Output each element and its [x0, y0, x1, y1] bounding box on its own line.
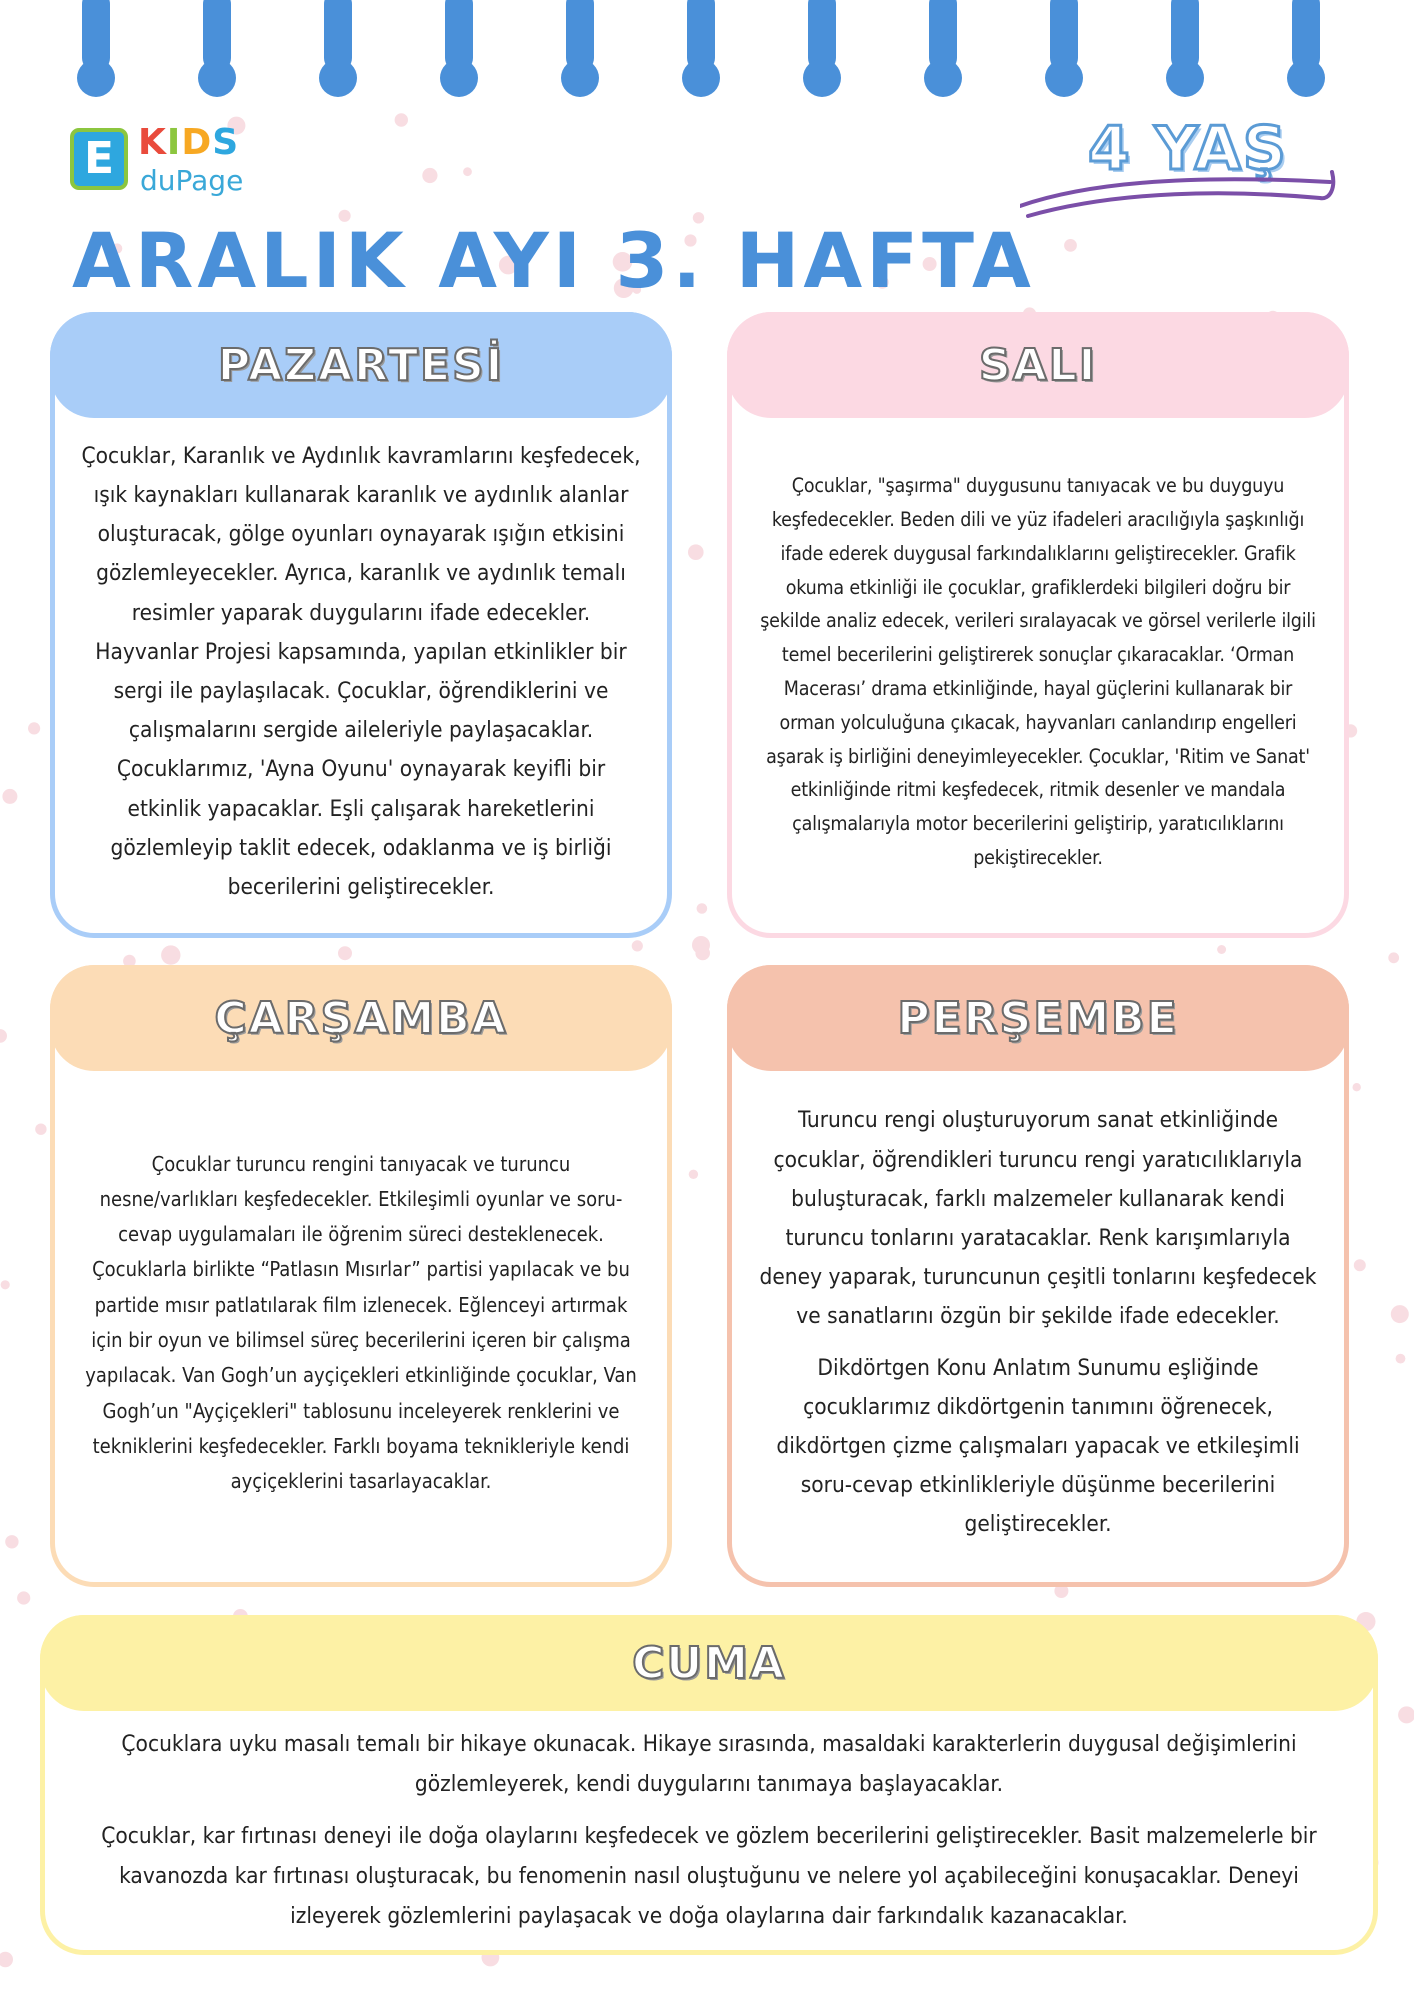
day-card-body [81, 421, 641, 923]
day-paragraph: Turuncu rengi oluşturuyorum sanat etkinliğinde çocuklar, öğrendikleri turuncu rengi yaratıcılıklarıyla buluşturacak, farklı malzemeler kullanarak kendi turuncu tonlarını yaratacaklar. Renk karışımlarıyla deney yaparak, turuncunun çeşitli tonlarını keşfedecek ve sanatlarını özgün bir şekilde ifade edecekler. [759, 1107, 1317, 1330]
day-card-wednesday [50, 965, 672, 1587]
background-dot [422, 168, 437, 183]
spiral-hole [1045, 59, 1083, 97]
day-card-tuesday [727, 312, 1349, 938]
spiral-binding [0, 0, 1414, 110]
day-title-thursday: PERŞEMBE [897, 992, 1179, 1044]
logo-kids-letter: I [166, 122, 182, 163]
background-dot [1354, 1259, 1366, 1271]
background-dot [463, 167, 472, 176]
background-dot [0, 1029, 7, 1043]
spiral-hole [440, 59, 478, 97]
spiral-hole [319, 59, 357, 97]
day-card-header [50, 965, 672, 1071]
logo-kids-letter: S [212, 122, 240, 163]
day-card-header [50, 312, 672, 418]
background-dot [395, 113, 408, 126]
page-title: ARALIK AYI 3. HAFTA [72, 216, 1035, 305]
day-card-header [727, 312, 1349, 418]
background-dot [17, 1591, 30, 1604]
spiral-hole [1166, 59, 1204, 97]
day-paragraph: Çocuklar, "şaşırma" duygusunu tanıyacak ve bu duyguyu keşfedecekler. Beden dili ve yüz ifadeleri aracılığıyla şaşkınlığı ifade ederek duygusal farkındalıklarını geliştirecekler. Grafik okuma etkinliği ile çocuklar, grafiklerdeki bilgileri doğru bir şekilde analiz edecek, verileri sıralayacak ve görsel verilerle ilgili temel becerilerini geliştirerek sonuçlar çıkaracaklar. ‘Orman Macerası’ drama etkinliğinde, hayal güçlerini kullanarak bir orman yolculuğuna çıkacak, hayvanları canlandırıp engelleri aşarak iş birliğini deneyimleyecekler. Çocuklar, 'Ritim ve Sanat' etkinliğinde ritmi keşfedecek, ritmik desenler ve mandala çalışmalarıyla motor becerilerini geliştirip, yaratıcılıklarını pekiştirecekler. [760, 474, 1316, 869]
spiral-hole [1287, 59, 1325, 97]
day-card-header [727, 965, 1349, 1071]
background-dot [5, 1535, 18, 1548]
day-paragraph: Dikdörtgen Konu Anlatım Sunumu eşliğinde çocuklarımız dikdörtgenin tanımını öğrenecek, dikdörtgen çizme çalışmaları yapacak ve etkileşimli soru-cevap etkinlikleriyle düşünme becerilerini geliştirecekler. [776, 1354, 1300, 1538]
background-dot [695, 946, 710, 961]
background-dot [1391, 1305, 1409, 1323]
spiral-hole [561, 59, 599, 97]
background-dot [632, 940, 643, 951]
background-dot [0, 1952, 13, 1967]
day-title-monday: PAZARTESİ [217, 339, 505, 391]
age-badge: 4 YAŞ [1088, 114, 1288, 184]
background-dot [1396, 1354, 1406, 1364]
background-dot [1388, 952, 1399, 963]
swoosh-underline-icon [1020, 168, 1340, 228]
day-title-tuesday: SALI [978, 339, 1098, 391]
spiral-hole [803, 59, 841, 97]
logo-kids-letter: D [181, 122, 213, 163]
spiral-hole [924, 59, 962, 97]
logo-e-mark: E [70, 128, 128, 190]
background-dot [1217, 945, 1226, 954]
background-dot [338, 946, 352, 960]
day-card-body [75, 1720, 1343, 1940]
day-paragraph: Çocuklar, kar fırtınası deneyi ile doğa olaylarını keşfedecek ve gözlem becerilerini geliştirecekler. Basit malzemelerle bir kavanozda kar fırtınası oluşturacak, bu fenomenin nasıl oluştuğunu ve nelere yol açabileceğini konuşacaklar. Deneyi izleyerek gözlemlerini paylaşacak ve doğa olaylarına dair farkındalık kazanacaklar. [101, 1823, 1317, 1929]
spiral-hole [198, 59, 236, 97]
day-card-friday [40, 1615, 1378, 1955]
day-title-friday: CUMA [632, 1637, 786, 1689]
day-card-body [758, 1074, 1318, 1572]
background-dot [1, 1280, 10, 1289]
background-dot [35, 1124, 46, 1135]
background-dot [28, 722, 40, 734]
day-card-header [40, 1615, 1378, 1711]
day-card-body [81, 1074, 641, 1572]
background-dot [1064, 239, 1077, 252]
day-paragraph: Çocuklar, Karanlık ve Aydınlık kavramlarını keşfedecek, ışık kaynakları kullanarak karanlık ve aydınlık alanlar oluşturacak, gölge oyunları oynayarak ışığın etkisini gözlemleyecekler. Ayrıca, karanlık ve aydınlık temalı resimler yaparak duygularını ifade edecekler. Hayvanlar Projesi kapsamında, yapılan etkinlikler bir sergi ile paylaşılacak. Çocuklar, öğrendiklerini ve çalışmalarını sergide aileleriyle paylaşacaklar. Çocuklarımız, 'Ayna Oyunu' oynayarak keyifli bir etkinlik yapacaklar. Eşli çalışarak hareketlerini gözlemleyip taklit edecek, odaklanma ve iş birliği becerilerini geliştirecekler. [81, 442, 641, 901]
day-paragraph: Çocuklara uyku masalı temalı bir hikaye okunacak. Hikaye sırasında, masaldaki karakterlerin duygusal değişimlerini gözlemleyerek, kendi duygularını tanımaya başlayacaklar. [121, 1731, 1297, 1797]
background-dot [1398, 1706, 1414, 1723]
logo-kids-text [138, 122, 239, 163]
day-paragraph: Çocuklar turuncu rengini tanıyacak ve turuncu nesne/varlıkları keşfedecekler. Etkileşimli oyunlar ve soru-cevap uygulamaları ile öğrenim süreci desteklenecek. Çocuklarla birlikte “Patlasın Mısırlar” partisi yapılacak ve bu partide mısır patlatılarak film izlenecek. Eğlenceyi artırmak için bir oyun ve bilimsel süreç becerilerini içeren bir çalışma yapılacak. Van Gogh’un ayçiçekleri etkinliğinde çocuklar, Van Gogh’un "Ayçiçekleri" tablosunu inceleyerek renklerini ve tekniklerini keşfedecekler. Farklı boyama teknikleriyle kendi ayçiçeklerini tasarlayacaklar. [85, 1151, 637, 1494]
background-dot [1353, 1083, 1361, 1091]
spiral-hole [682, 59, 720, 97]
background-dot [697, 903, 708, 914]
day-card-thursday [727, 965, 1349, 1587]
day-title-wednesday: ÇARŞAMBA [214, 992, 508, 1044]
spiral-hole [77, 59, 115, 97]
logo-dupage-text: duPage [140, 164, 244, 197]
background-dot [689, 1170, 698, 1179]
background-dot [688, 544, 704, 560]
background-dot [2, 789, 17, 804]
kids-edupage-logo [70, 124, 270, 200]
day-card-body [758, 421, 1318, 923]
day-card-monday [50, 312, 672, 938]
logo-kids-letter: K [138, 122, 167, 163]
background-dot [161, 945, 180, 964]
